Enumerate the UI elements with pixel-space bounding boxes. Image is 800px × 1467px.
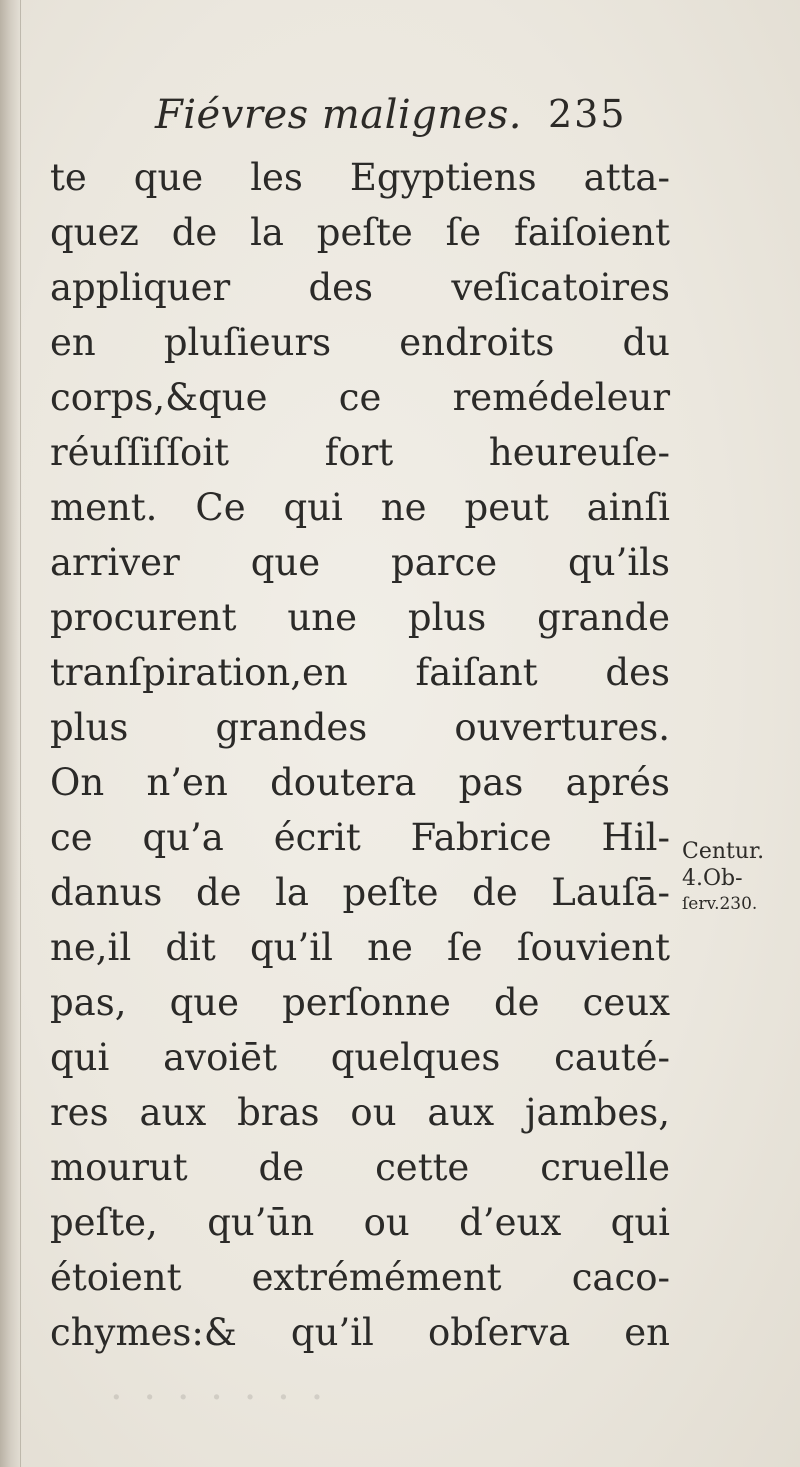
margin-note-line: Centur. bbox=[682, 839, 765, 864]
margin-note-line: 4.Ob- bbox=[682, 866, 743, 891]
text-line: ne,il dit qu’il ne ſe ſouvient bbox=[50, 926, 670, 969]
text-line: danus de la peſte de Lauſā- bbox=[50, 871, 670, 914]
text-line: pas, que perſonne de ceux bbox=[50, 981, 670, 1024]
binding-gutter bbox=[0, 0, 22, 1467]
bleed-through: · · · · · · · bbox=[110, 1375, 328, 1421]
text-line: procurent une plus grande bbox=[50, 596, 670, 639]
text-line: en pluſieurs endroits du bbox=[50, 321, 670, 364]
text-line: On n’en doutera pas aprés bbox=[50, 761, 670, 804]
margin-note bbox=[682, 838, 797, 916]
text-line: peſte, qu’ūn ou d’eux qui bbox=[50, 1201, 670, 1244]
page-number: 235 bbox=[548, 92, 627, 136]
text-line: étoient extrémément caco- bbox=[50, 1256, 670, 1299]
body-text bbox=[50, 150, 670, 1360]
text-line: mourut de cette cruelle bbox=[50, 1146, 670, 1189]
text-line: plus grandes ouvertures. bbox=[50, 706, 670, 749]
text-line: ment. Ce qui ne peut ainſi bbox=[50, 486, 670, 529]
text-line: ce qu’a écrit Fabrice Hil- bbox=[50, 816, 670, 859]
text-line: corps,&que ce remédeleur bbox=[50, 376, 670, 419]
running-title: Fiévres malignes. bbox=[155, 92, 522, 138]
text-line: chymes:& qu’il obſerva en bbox=[50, 1311, 670, 1354]
text-line: réuſſiſſoit fort heureuſe- bbox=[50, 431, 670, 474]
text-line: quez de la peſte ſe faiſoient bbox=[50, 211, 670, 254]
text-line: tranſpiration,en faiſant des bbox=[50, 651, 670, 694]
binding-edge bbox=[20, 0, 21, 1467]
text-line: te que les Egyptiens atta- bbox=[50, 156, 670, 199]
margin-note-line: ſerv.230. bbox=[682, 894, 758, 914]
page-header bbox=[155, 92, 655, 152]
text-line: qui avoiēt quelques cauté- bbox=[50, 1036, 670, 1079]
text-line: arriver que parce qu’ils bbox=[50, 541, 670, 584]
text-line: appliquer des veſicatoires bbox=[50, 266, 670, 309]
text-line: res aux bras ou aux jambes, bbox=[50, 1091, 670, 1134]
